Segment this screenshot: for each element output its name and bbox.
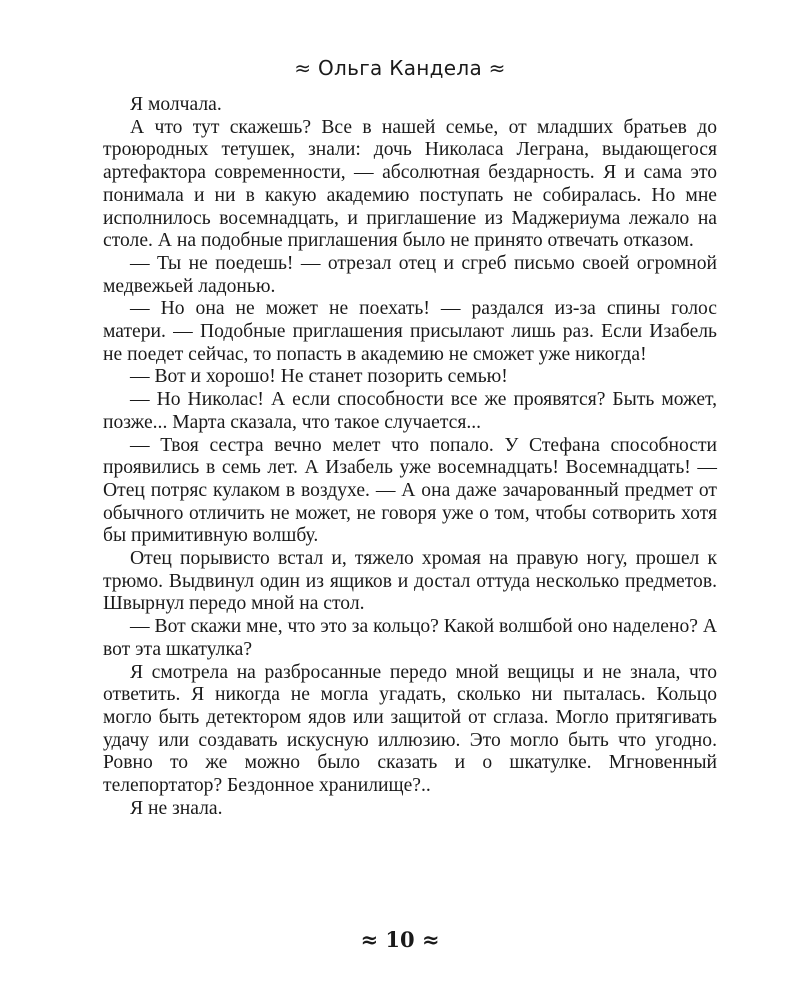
paragraph: — Ты не поедешь! — отрезал отец и сгреб письмо своей огромной медвежьей ладонью. <box>103 252 717 297</box>
paragraph: — Вот скажи мне, что это за кольцо? Какой волшбой оно наделено? А вот эта шкатулка? <box>103 616 717 660</box>
paragraph: — Вот и хорошо! Не станет позорить семью! <box>130 366 508 388</box>
paragraph: — Но она не может не поехать! — раздался из-за спины голос матери. — Подобные приглашения присылают лишь раз. Если Изабель не поедет сейчас, то попасть в академию не сможет уже никогда! <box>103 298 717 365</box>
paragraph: Отец порывисто встал и, тяжело хромая на правую ногу, прошел к трюмо. Выдвинул один из ящиков и достал оттуда несколько предметов. Швырнул передо мной на стол. <box>103 548 717 615</box>
page-number: ≈ 10 ≈ <box>360 927 440 952</box>
running-header-author: ≈ Ольга Кандела ≈ <box>294 56 506 80</box>
body-text <box>103 94 717 821</box>
paragraph: Я смотрела на разбросанные передо мной вещицы и не знала, что ответить. Я никогда не могла угадать, сколько ни пыталась. Кольцо могло быть детектором ядов или защитой от сглаза. Могло притягивать удачу или создавать искусную иллюзию. Это могло быть что угодно. Ровно то же можно было сказать и о шкатулке. Мгновенный телепортатор? Бездонное хранилище?.. <box>103 661 717 797</box>
paragraph: — Твоя сестра вечно мелет что попало. У Стефана способности проявились в семь лет. А Изабель уже восемнадцать! Восемнадцать! — Отец потряс кулаком в воздухе. — А она даже зачарованный предмет от обычного отличить не может, не говоря уже о том, чтобы сотворить хотя бы примитивную волшбу. <box>103 434 717 547</box>
paragraph: — Но Николас! А если способности все же проявятся? Быть может, позже... Марта сказала, что такое случается... <box>103 389 717 433</box>
paragraph: Я не знала. <box>130 797 223 819</box>
paragraph: А что тут скажешь? Все в нашей семье, от младших братьев до троюродных тетушек, знали: дочь Николаса Легрaна, выдающегося артефактора современности, — абсолютная бездарность. Я и сама это понимала и ни в какую академию поступать не собиралась. Но мне исполнилось восемнадцать, и приглашение из Маджериума лежало на столе. А на подобные приглашения было не принято отвечать отказом. <box>103 116 717 252</box>
paragraph: Я молчала. <box>130 94 222 115</box>
